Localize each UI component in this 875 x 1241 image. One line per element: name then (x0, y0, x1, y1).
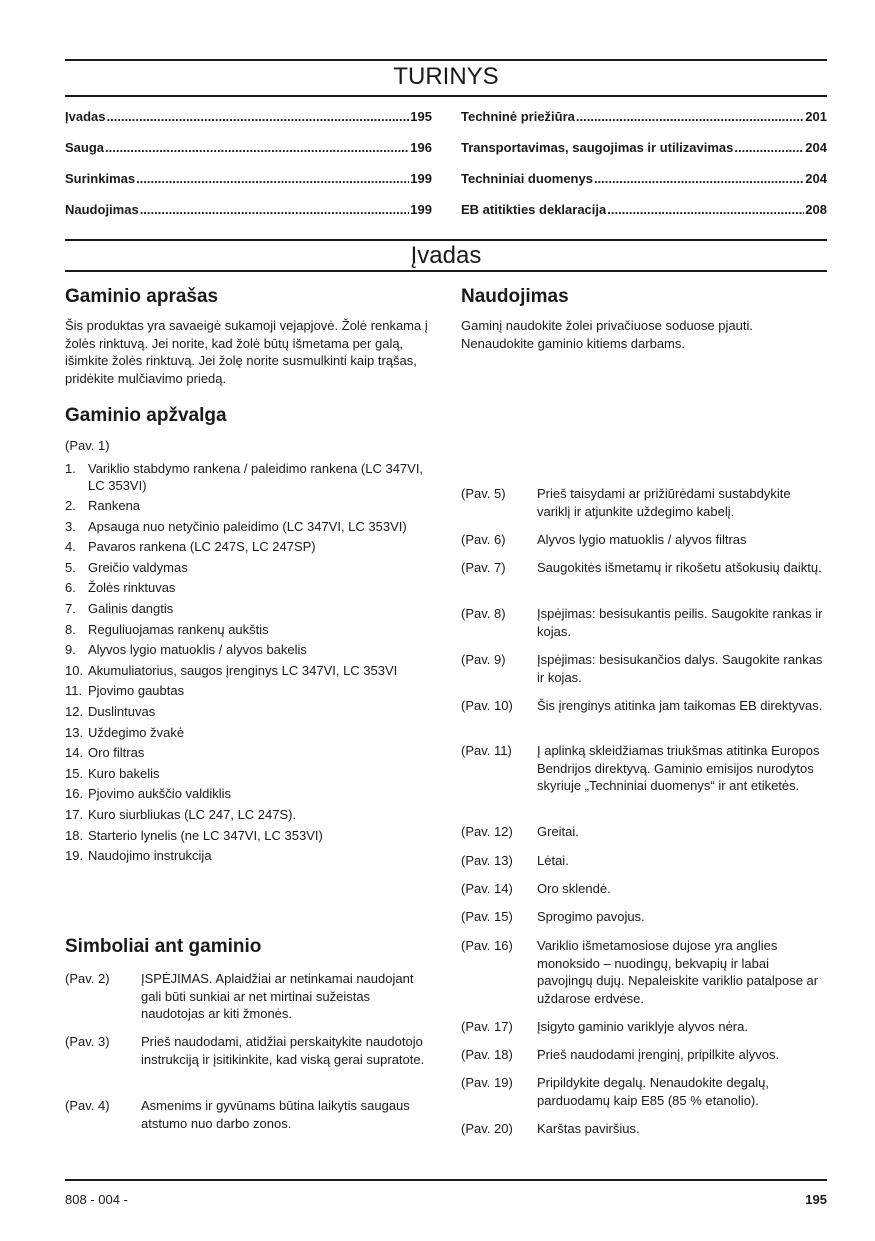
toc-item-page: 195 (410, 109, 432, 124)
list-item: 5. Greičio valdymas (65, 559, 188, 575)
section-title: Įvadas (410, 242, 482, 269)
toc-item-page: 199 (410, 202, 432, 217)
list-item: 19. Naudojimo instrukcija (65, 848, 212, 864)
list-item: 16. Pjovimo aukščio valdiklis (65, 786, 232, 802)
list-item: 3. Apsauga nuo netyčinio paleidimo (LC 347VI, LC 353VI) (65, 518, 407, 534)
symbol-item: (Pav. 9) Įspėjimas: besisukančios dalys. Saugokite rankas ir kojas. (461, 652, 823, 685)
toc-top-rule (65, 59, 827, 61)
list-item: 6. Žolės rinktuvas (65, 580, 176, 596)
symbol-item: (Pav. 2) ĮSPĖJIMAS. Aplaidžiai ar netinkamai naudojant gali būti sunkiai ar net mirtinai sužeistas naudotojas ar kiti žmonės. (65, 971, 414, 1021)
symbol-item: (Pav. 10) Šis įrenginys atitinka jam taikomas EB direktyvas. (461, 698, 823, 713)
toc-item-naudojimas[interactable] (65, 202, 432, 218)
toc-leader (105, 140, 409, 156)
toc-item-technine-prieziura[interactable] (461, 109, 827, 125)
symbol-item: (Pav. 3) Prieš naudodami, atidžiai perskaitykite naudotojo instrukciją ir įsitikinkite, kad viską gerai supratote. (65, 1034, 425, 1067)
symbol-item: (Pav. 12) Greitai. (461, 824, 579, 839)
list-item: 10. Akumuliatorius, saugos įrenginys LC 347VI, LC 353VI (65, 662, 398, 678)
toc-item-label: Naudojimas (65, 202, 139, 217)
toc-item-label: Sauga (65, 140, 105, 155)
list-item: 12. Duslintuvas (65, 704, 156, 720)
toc-item-page: 199 (410, 171, 432, 186)
symbol-item: (Pav. 17) Įsigyto gaminio variklyje alyvos nėra. (461, 1019, 748, 1034)
toc-item-label: EB atitikties deklaracija (461, 202, 607, 217)
symbol-item: (Pav. 20) Karštas paviršius. (461, 1121, 640, 1136)
toc-item-ivadas[interactable] (65, 109, 432, 125)
symbol-item: (Pav. 5) Prieš taisydami ar prižiūrėdami sustabdykite variklį ir atjunkite uždegimo kabelį. (461, 486, 791, 519)
list-item: 9. Alyvos lygio matuoklis / alyvos bakelis (65, 642, 307, 658)
toc-leader (140, 202, 410, 218)
footer-rule (65, 1179, 827, 1181)
toc-item-label: Surinkimas (65, 171, 136, 186)
toc-item-label: Įvadas (65, 109, 106, 124)
symbol-item: (Pav. 4) Asmenims ir gyvūnams būtina laikytis saugaus atstumo nuo darbo zonos. (65, 1098, 410, 1131)
left-column (65, 286, 433, 868)
symbol-item: (Pav. 7) Saugokitės išmetamų ir rikošetu atšokusių daiktų. (461, 560, 822, 575)
symbol-item: (Pav. 16) Variklio išmetamosiose dujose yra anglies monoksido – nuodingų, bekvapių ir labai pavojingų dujų. Nepaleiskite variklio patalpose ar uždarose erdvėse. (461, 938, 819, 1006)
list-item: 8. Reguliuojamas rankenų aukštis (65, 621, 269, 637)
section-bottom-rule (65, 270, 827, 272)
toc-leader (106, 109, 409, 125)
toc-item-sauga[interactable] (65, 140, 432, 156)
toc-item-page: 204 (805, 171, 827, 186)
list-item: 14. Oro filtras (65, 745, 145, 761)
toc-item-page: 204 (805, 140, 827, 155)
toc-item-label: Transportavimas, saugojimas ir utilizavimas (461, 140, 734, 155)
toc-item-eb-deklaracija[interactable] (461, 202, 827, 218)
list-item: 18. Starterio lynelis (ne LC 347VI, LC 353VI) (65, 827, 323, 843)
toc-leader (734, 140, 804, 156)
section-top-rule (65, 239, 827, 241)
toc-title: TURINYS (393, 63, 499, 90)
footer-page-number: 195 (805, 1192, 827, 1207)
product-description-text: Šis produktas yra savaeigė sukamoji vejapjovė. Žolė renkama į žolės rinktuvą. Jei norite, kad žolė būtų išmetama per galą, išimkite žolės rinktuvą. Jei žolę norite susmulkinti kaip trąšas, pridėkite mulčiavimo priedą. (65, 318, 428, 386)
list-item: 2. Rankena (65, 498, 141, 514)
toc-item-page: 196 (410, 140, 432, 155)
toc-item-label: Techniniai duomenys (461, 171, 593, 186)
list-item: 1. Variklio stabdymo rankena / paleidimo rankena (LC 347VI, LC 353VI) (65, 460, 424, 493)
symbol-item: (Pav. 13) Lėtai. (461, 853, 569, 868)
overview-figure-ref: (Pav. 1) (65, 438, 110, 453)
list-item: 4. Pavaros rankena (LC 247S, LC 247SP) (65, 539, 316, 555)
usage-heading: Naudojimas (461, 286, 569, 307)
symbol-item: (Pav. 14) Oro sklendė. (461, 881, 611, 896)
usage-section (461, 286, 827, 352)
symbol-item: (Pav. 8) Įspėjimas: besisukantis peilis. Saugokite rankas ir kojas. (461, 606, 823, 639)
toc-item-techniniai-duomenys[interactable] (461, 171, 827, 187)
symbol-item: (Pav. 19) Pripildykite degalų. Nenaudokite degalų, parduodamų kaip E85 (85 % etanolio). (461, 1075, 769, 1108)
list-item: 15. Kuro bakelis (65, 765, 160, 781)
usage-text: Gaminį naudokite žolei privačiuose soduose pjauti. Nenaudokite gaminio kitiems darbams. (461, 318, 753, 351)
footer-doc-code: 808 - 004 - (65, 1192, 128, 1207)
toc-leader (607, 202, 804, 218)
toc-bottom-rule (65, 95, 827, 97)
overview-list (65, 460, 433, 865)
product-description-heading: Gaminio aprašas (65, 286, 219, 307)
symbol-item: (Pav. 6) Alyvos lygio matuoklis / alyvos filtras (461, 532, 747, 547)
toc-item-transportavimas[interactable] (461, 140, 827, 156)
overview-heading: Gaminio apžvalga (65, 405, 227, 426)
toc-item-surinkimas[interactable] (65, 171, 432, 187)
list-item: 7. Galinis dangtis (65, 601, 174, 617)
symbol-item: (Pav. 18) Prieš naudodami įrenginį, pripilkite alyvos. (461, 1047, 780, 1062)
symbols-heading: Simboliai ant gaminio (65, 936, 262, 957)
toc-leader (136, 171, 409, 187)
toc-item-label: Techninė priežiūra (461, 109, 575, 124)
list-item: 17. Kuro siurbliukas (LC 247, LC 247S). (65, 807, 297, 822)
toc-leader (594, 171, 804, 187)
symbol-item: (Pav. 15) Sprogimo pavojus. (461, 909, 645, 924)
toc-item-page: 201 (805, 109, 827, 124)
list-item: 11. Pjovimo gaubtas (65, 683, 185, 699)
toc-item-page: 208 (805, 202, 827, 217)
toc-leader (576, 109, 804, 125)
symbol-item: (Pav. 11) Į aplinką skleidžiamas triukšmas atitinka Europos Bendrijos direktyvą. Gaminio emisijos nurodytos skyriuje „Techniniai duomenys“ ir ant etiketės. (461, 743, 820, 793)
list-item: 13. Uždegimo žvakė (65, 724, 185, 740)
